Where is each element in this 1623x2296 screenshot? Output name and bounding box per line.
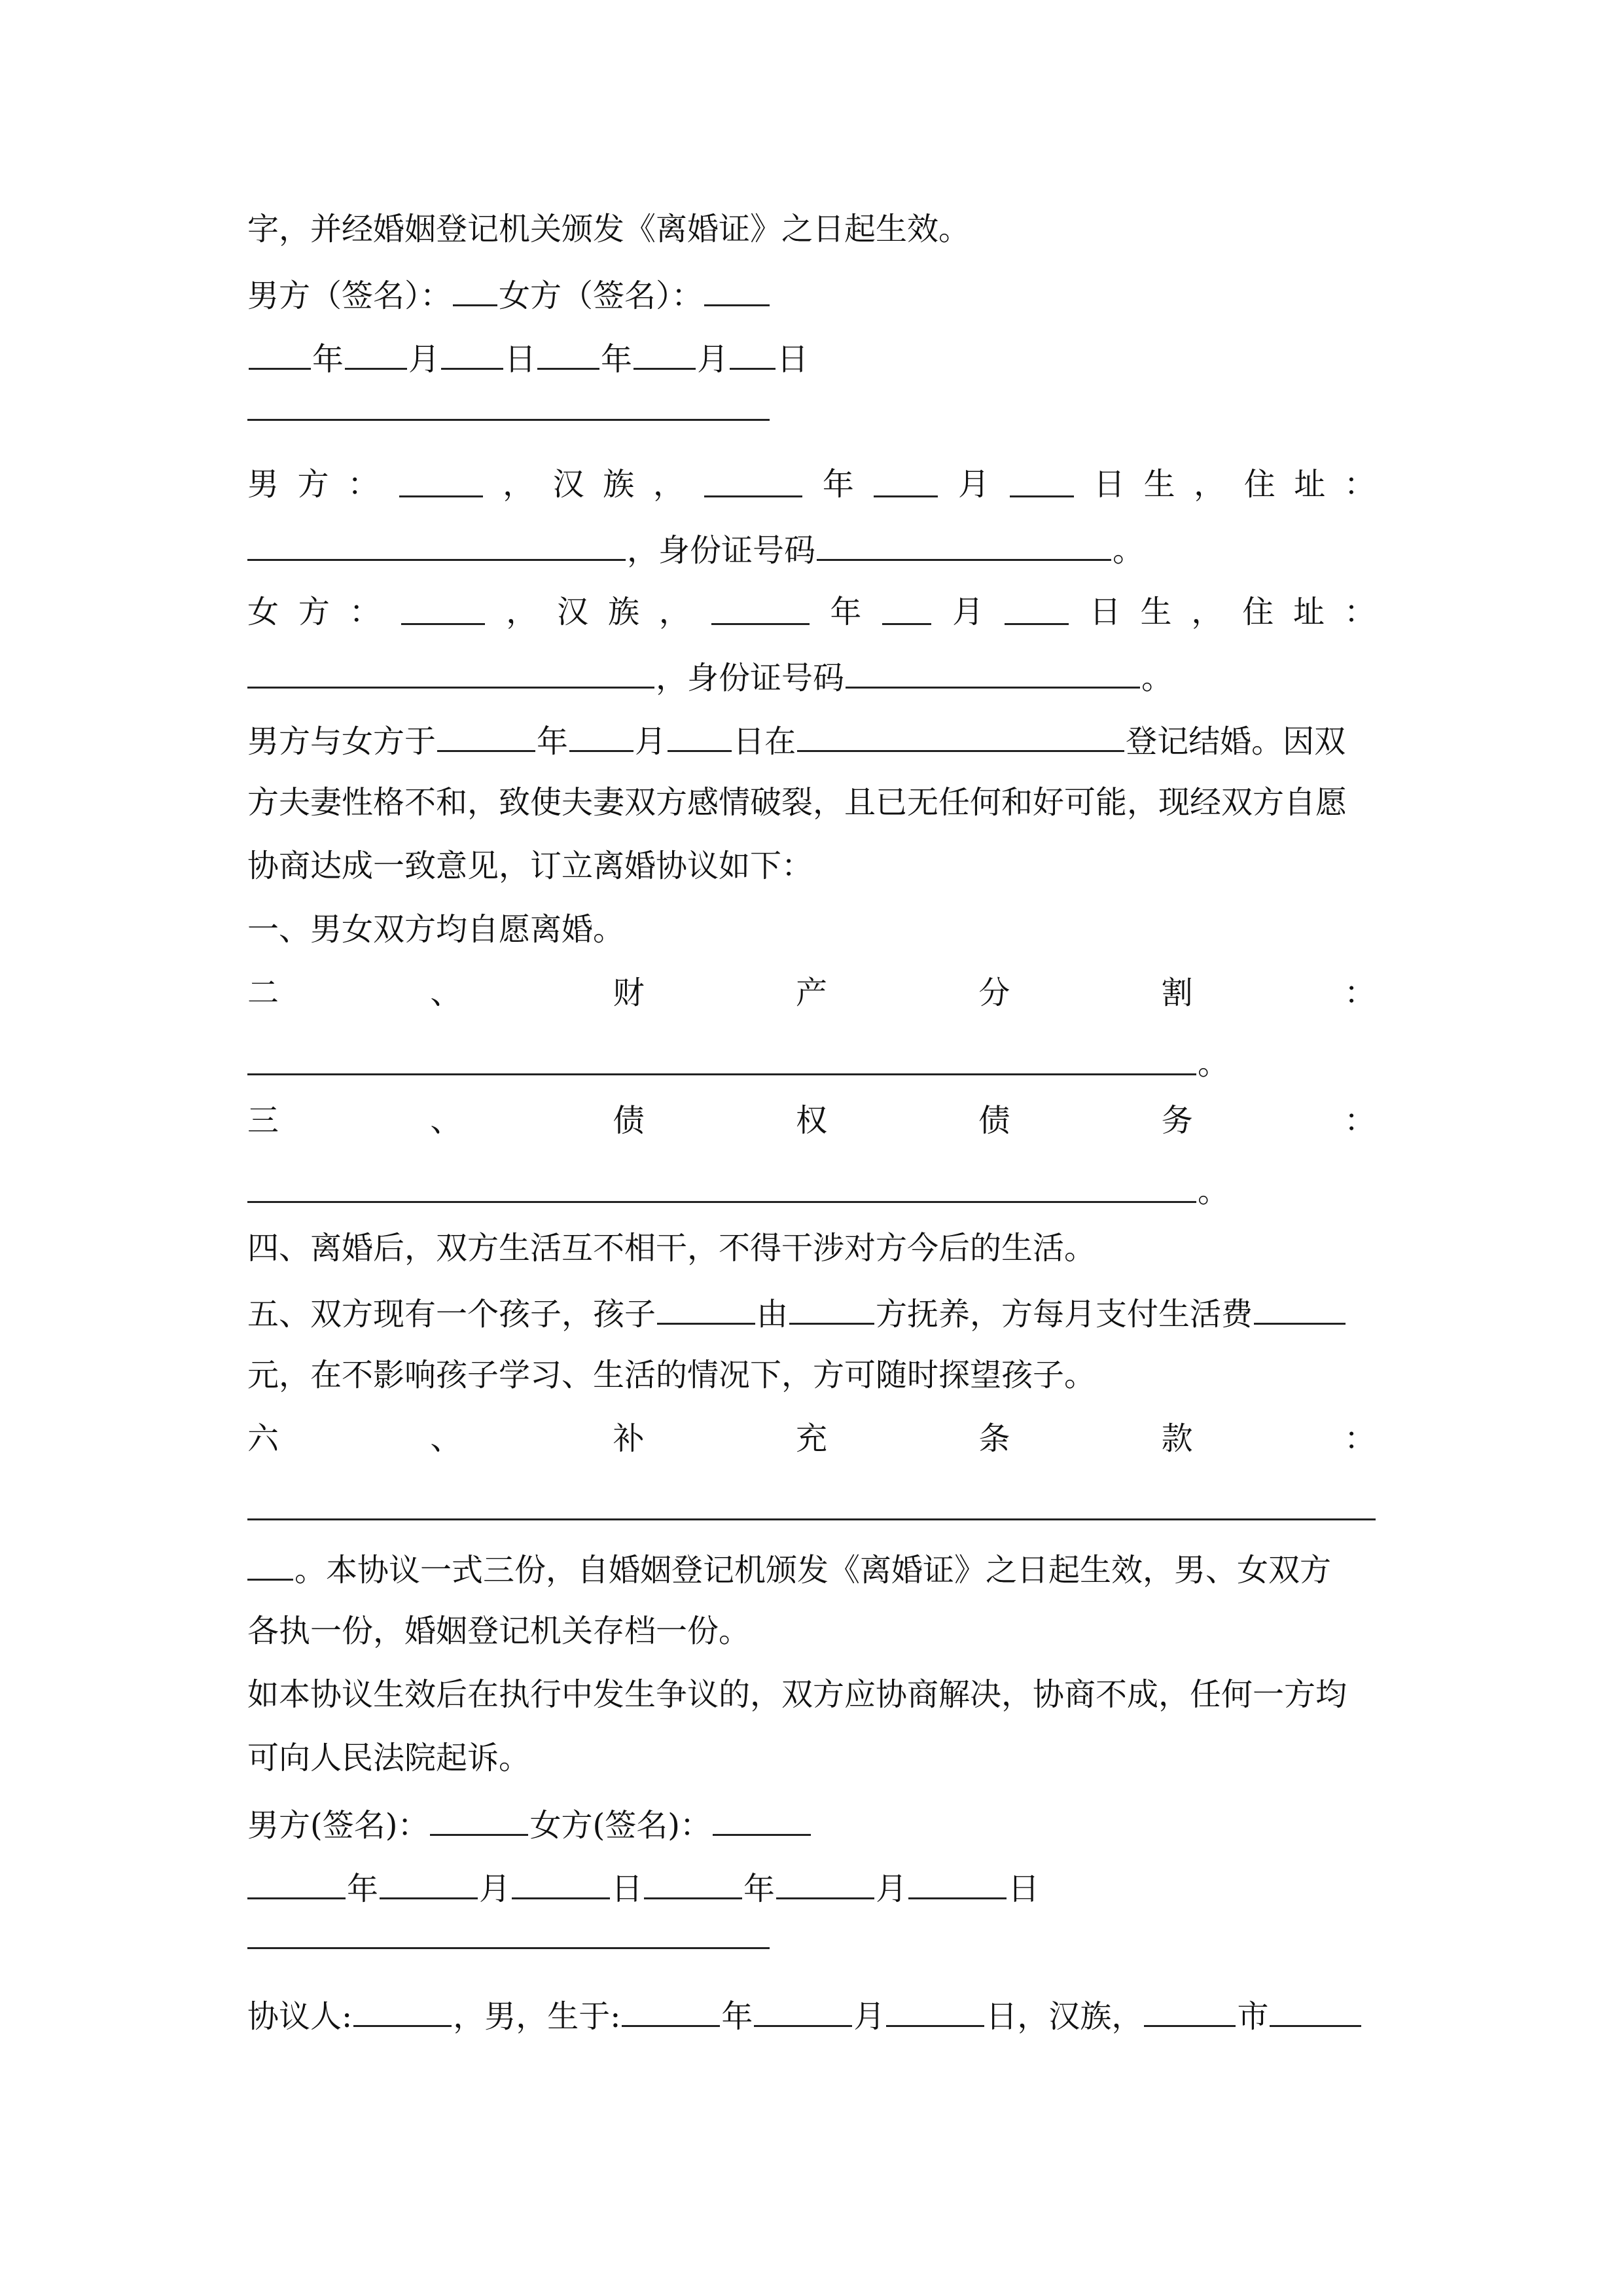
born-char: 日	[1094, 466, 1126, 503]
married-text: 在	[764, 723, 796, 760]
month-label: 月	[957, 466, 990, 503]
period: 。	[1141, 660, 1173, 696]
item-3-heading	[247, 1098, 1376, 1143]
date-line-1	[247, 334, 808, 380]
female-year-field[interactable]	[644, 1863, 742, 1899]
heading-char: 产	[795, 975, 827, 1011]
item-2-heading	[247, 970, 1376, 1016]
property-division-field[interactable]	[247, 1073, 1196, 1075]
male-birth-year-field[interactable]	[704, 461, 802, 497]
signature-line-2	[247, 1800, 812, 1846]
female-address-field[interactable]	[247, 653, 654, 689]
female-month-field[interactable]	[633, 334, 696, 370]
heading-char: 条	[978, 1420, 1010, 1457]
heading-char: 务	[1161, 1102, 1193, 1139]
ethnic-char: 汉	[557, 594, 589, 630]
year-label: 年	[601, 341, 633, 378]
heading-char: 款	[1161, 1420, 1193, 1457]
year-label: 年	[743, 1871, 776, 1907]
month-label: 月	[635, 723, 667, 760]
label-char: 女	[247, 594, 279, 630]
heading-char: ：	[1344, 1102, 1376, 1139]
male-month-field[interactable]	[345, 334, 407, 370]
date-line-2	[247, 1863, 1039, 1909]
day-label: 日	[777, 341, 809, 378]
female-birth-year-field[interactable]	[711, 589, 810, 625]
year-label: 年	[312, 341, 344, 378]
party-text: ，男，生于:	[453, 1998, 621, 2035]
copies-line-2: 各执一份，婚姻登记机关存档一份。	[247, 1613, 751, 1649]
ethnic-char: 族	[603, 466, 635, 503]
female-signature-label: 女方（签名）：	[499, 278, 704, 314]
section-divider	[247, 1947, 770, 1949]
addr-char: ：	[1344, 466, 1376, 503]
support-amount-field[interactable]	[1254, 1289, 1346, 1325]
copies-line	[247, 1545, 1331, 1590]
male-day-field[interactable]	[512, 1863, 610, 1899]
female-signature-field[interactable]	[713, 1800, 811, 1836]
month-label: 月	[479, 1871, 511, 1907]
id-label: ，身份证号码	[627, 532, 816, 569]
year-label: 年	[537, 723, 569, 760]
heading-char: 、	[430, 1420, 462, 1457]
male-address-line	[247, 525, 1144, 571]
heading-char: 债	[613, 1102, 645, 1139]
year-label: 年	[830, 594, 862, 630]
female-signature-field[interactable]	[704, 270, 770, 306]
addr-char: 住	[1243, 466, 1275, 503]
party-city-field[interactable]	[1144, 1991, 1236, 2027]
male-info-line	[247, 461, 1376, 507]
born-char: ，	[1194, 466, 1226, 503]
male-year-field[interactable]	[249, 334, 311, 370]
item-5-line-2: 元，在不影响孩子学习、生活的情况下，方可随时探望孩子。	[247, 1357, 1096, 1393]
party-name-field[interactable]	[353, 1991, 452, 2027]
custody-party-field[interactable]	[789, 1289, 874, 1325]
day-label: 日	[733, 723, 765, 760]
label-char: ：	[349, 594, 381, 630]
male-name-field[interactable]	[399, 461, 483, 497]
month-label: 月	[876, 1871, 908, 1907]
addr-char: ：	[1344, 594, 1376, 630]
female-year-field[interactable]	[537, 334, 599, 370]
female-birth-month-field[interactable]	[882, 589, 931, 625]
born-char: ，	[1191, 594, 1223, 630]
year-label: 年	[347, 1871, 379, 1907]
male-year-field[interactable]	[247, 1863, 346, 1899]
marriage-line	[247, 716, 1346, 762]
year-label: 年	[721, 1998, 753, 2035]
heading-char: ：	[1344, 975, 1376, 1011]
heading-char: 六	[247, 1420, 279, 1457]
marriage-month-field[interactable]	[569, 716, 633, 752]
married-text: 男方与女方于	[247, 723, 437, 760]
male-day-field[interactable]	[441, 334, 503, 370]
month-label: 月	[952, 594, 984, 630]
male-signature-field[interactable]	[430, 1800, 528, 1836]
heading-char: 充	[795, 1420, 827, 1457]
heading-char: 二	[247, 975, 279, 1011]
ethnic-char: ，	[652, 466, 685, 503]
ethnic-char: 汉	[552, 466, 584, 503]
marriage-day-field[interactable]	[668, 716, 732, 752]
item-4: 四、离婚后，双方生活互不相干，不得干涉对方今后的生活。	[247, 1230, 1096, 1266]
paragraph-line: 协商达成一致意见，订立离婚协议如下：	[247, 848, 813, 884]
female-birth-day-field[interactable]	[1005, 589, 1069, 625]
dispute-line-2: 可向人民法院起诉。	[247, 1740, 531, 1776]
period: 。	[1198, 1045, 1230, 1082]
child-name-field[interactable]	[657, 1289, 755, 1325]
supplementary-terms-field[interactable]	[247, 1518, 1376, 1520]
debts-field[interactable]	[247, 1201, 1196, 1203]
closing-line: 字，并经婚姻登记机关颁发《离婚证》之日起生效。	[247, 211, 971, 247]
female-id-field[interactable]	[846, 653, 1140, 689]
day-label: 日	[986, 1998, 1018, 2035]
heading-char: 补	[613, 1420, 645, 1457]
born-char: 生	[1140, 594, 1172, 630]
item-1: 一、男女双方均自愿离婚。	[247, 911, 625, 948]
day-label: 日	[611, 1871, 643, 1907]
female-address-line	[247, 653, 1173, 698]
heading-char: 、	[430, 975, 462, 1011]
addr-char: 住	[1242, 594, 1274, 630]
heading-char: 三	[247, 1102, 279, 1139]
period: 。	[1198, 1173, 1230, 1210]
male-signature-field[interactable]	[453, 270, 497, 306]
label-char: 方	[297, 466, 329, 503]
male-address-field[interactable]	[247, 525, 626, 561]
marriage-year-field[interactable]	[437, 716, 535, 752]
item-5-text: 由	[757, 1296, 789, 1333]
heading-char: 财	[613, 975, 645, 1011]
male-birth-month-field[interactable]	[874, 461, 938, 497]
heading-char: 割	[1161, 975, 1193, 1011]
male-month-field[interactable]	[380, 1863, 478, 1899]
female-day-field[interactable]	[730, 334, 776, 370]
registry-place-field[interactable]	[797, 716, 1124, 752]
label-char: 男	[247, 466, 279, 503]
day-label: 日	[1008, 1871, 1040, 1907]
label-char: ：	[348, 466, 380, 503]
item-5-text: 方抚养，方每月支付生活费	[876, 1296, 1253, 1333]
heading-char: 债	[978, 1102, 1010, 1139]
period: 。	[1113, 532, 1145, 569]
dispute-line: 如本协议生效后在执行中发生争议的，双方应协商解决，协商不成，任何一方均	[247, 1676, 1347, 1713]
paragraph-line: 方夫妻性格不和，致使夫妻双方感情破裂，且已无任何和好可能，现经双方自愿	[247, 784, 1347, 821]
male-id-field[interactable]	[817, 525, 1111, 561]
item-5-text: 五、双方现有一个孩子，孩子	[247, 1296, 656, 1333]
id-label: ，身份证号码	[656, 660, 845, 696]
female-name-field[interactable]	[401, 589, 485, 625]
heading-char: 、	[430, 1102, 462, 1139]
born-char: 生	[1143, 466, 1175, 503]
ethnic-char: 族	[607, 594, 639, 630]
female-signature-label: 女方(签名)：	[529, 1807, 711, 1844]
year-label: 年	[822, 466, 854, 503]
female-info-line	[247, 589, 1376, 635]
item-5-line	[247, 1289, 1347, 1335]
heading-char: 分	[978, 975, 1010, 1011]
party-line	[247, 1991, 1363, 2037]
party-label: 协议人:	[247, 1998, 353, 2035]
item-6-heading	[247, 1416, 1376, 1462]
male-signature-label: 男方（签名）：	[247, 278, 452, 314]
month-label: 月	[853, 1998, 885, 2035]
female-month-field[interactable]	[776, 1863, 874, 1899]
section-divider	[247, 419, 770, 421]
signature-line-1	[247, 270, 771, 316]
male-signature-label: 男方(签名)：	[247, 1807, 429, 1844]
label-char: 方	[298, 594, 330, 630]
party-birth-day-field[interactable]	[886, 1991, 984, 2027]
addr-char: 址	[1293, 594, 1325, 630]
party-birth-month-field[interactable]	[754, 1991, 852, 2027]
supplementary-terms-field-end[interactable]	[247, 1545, 293, 1581]
party-birth-year-field[interactable]	[622, 1991, 720, 2027]
copies-text: 。本协议一式三份，自婚姻登记机颁发《离婚证》之日起生效，男、女双方	[294, 1552, 1332, 1588]
addr-char: 址	[1294, 466, 1326, 503]
day-label: 日	[505, 341, 537, 378]
heading-char: ：	[1344, 1420, 1376, 1457]
comma: ，	[503, 466, 535, 503]
male-birth-day-field[interactable]	[1010, 461, 1074, 497]
heading-char: 权	[795, 1102, 827, 1139]
party-text: ，汉族，	[1017, 1998, 1143, 2035]
born-char: 日	[1089, 594, 1121, 630]
married-text: 登记结婚。因双	[1126, 723, 1346, 760]
comma: ，	[506, 594, 538, 630]
month-label: 月	[697, 341, 729, 378]
city-label: 市	[1237, 1998, 1269, 2035]
party-address-field[interactable]	[1270, 1991, 1361, 2027]
month-label: 月	[408, 341, 440, 378]
female-day-field[interactable]	[908, 1863, 1007, 1899]
ethnic-char: ，	[658, 594, 690, 630]
